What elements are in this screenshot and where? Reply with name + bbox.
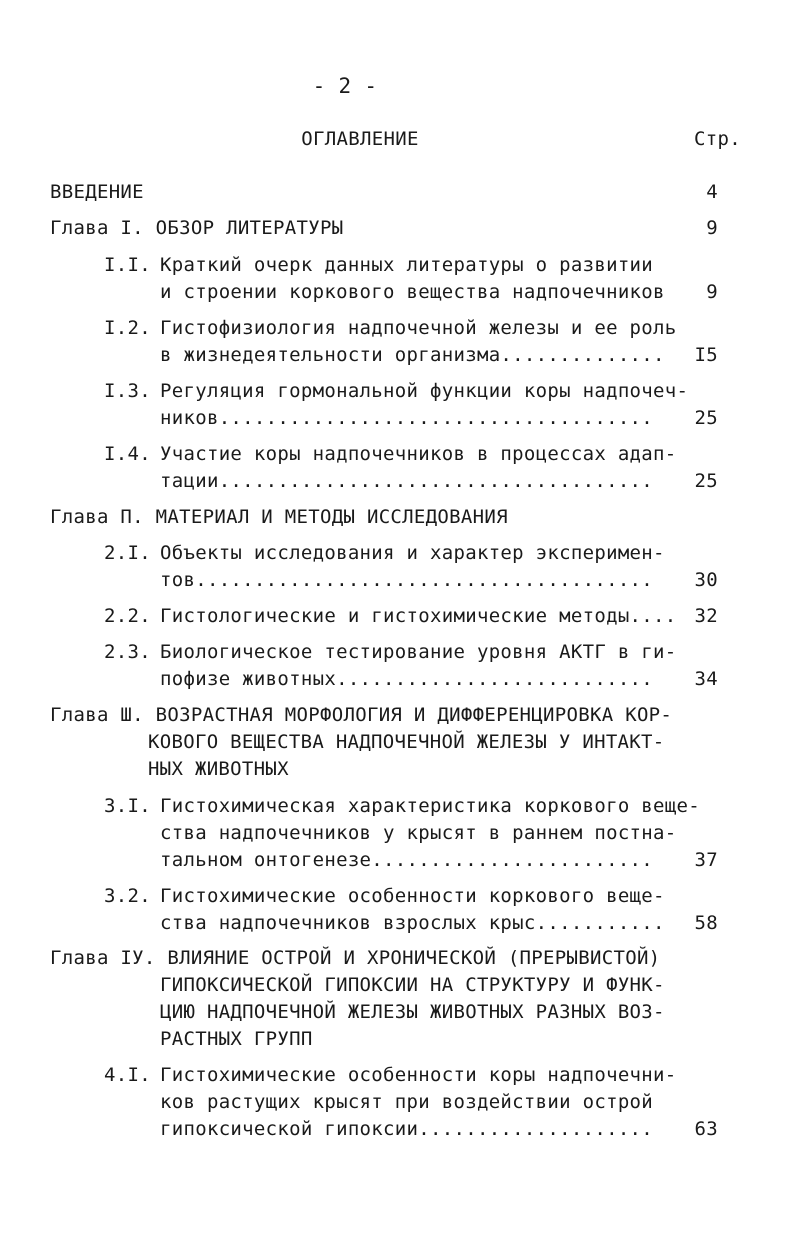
toc-chapter-4-cont: РАСТНЫХ ГРУПП (160, 1028, 313, 1050)
toc-chapter-4-cont: ГИПОКСИЧЕСКОЙ ГИПОКСИИ НА СТРУКТУРУ И ФУНК- (160, 974, 665, 996)
toc-section-line: Биологическое тестирование уровня АКТГ в ги- (160, 641, 677, 663)
toc-chapter-2: Глава П. МАТЕРИАЛ И МЕТОДЫ ИССЛЕДОВАНИЯ (50, 506, 508, 528)
toc-page: 37 (694, 849, 718, 871)
toc-section-line: тов....................................... (160, 569, 654, 591)
toc-section-line: ков растущих крысят при воздействии острой (160, 1091, 654, 1113)
toc-chapter-4: Глава IУ. ВЛИЯНИЕ ОСТРОЙ И ХРОНИЧЕСКОЙ (ПРЕРЫВИСТОЙ) (50, 947, 661, 969)
toc-section-line: тальном онтогенезе........................ (160, 849, 654, 871)
toc-section-number: I.I. (104, 254, 151, 276)
toc-section-line: Гистологические и гистохимические методы.... (160, 605, 677, 627)
toc-section-line: Участие коры надпочечников в процессах адап- (160, 443, 677, 465)
toc-section-line: тации..................................... (160, 470, 654, 492)
toc-section-line: Гистохимические особенности коркового веще- (160, 885, 665, 907)
toc-section-number: I.4. (104, 443, 151, 465)
toc-section-line: пофизе животных........................... (160, 668, 654, 690)
toc-chapter-3-cont: КОВОГО ВЕЩЕСТВА НАДПОЧЕЧНОЙ ЖЕЛЕЗЫ У ИНТАКТ- (148, 731, 665, 753)
toc-section-line: Объекты исследования и характер эксперимен- (160, 542, 665, 564)
toc-page: 9 (706, 281, 718, 303)
toc-page: 58 (694, 912, 718, 934)
toc-section-number: 2.2. (104, 605, 151, 627)
page-number: - 2 - (312, 74, 378, 98)
toc-section-line: Гистофизиология надпочечной железы и ее роль (160, 317, 677, 339)
toc-section-line: и строении коркового вещества надпочечников (160, 281, 665, 303)
toc-page: 32 (694, 605, 718, 627)
toc-section-line: Краткий очерк данных литературы о развитии (160, 254, 654, 276)
toc-page: 30 (694, 569, 718, 591)
page-column-header: Стр. (694, 128, 741, 150)
toc-page: I5 (694, 344, 718, 366)
toc-section-line: Регуляция гормональной функции коры надпочеч- (160, 380, 689, 402)
toc-page-ch1: 9 (706, 217, 718, 239)
toc-chapter-3: Глава Ш. ВОЗРАСТНАЯ МОРФОЛОГИЯ И ДИФФЕРЕНЦИРОВКА КОР- (50, 704, 673, 726)
toc-section-number: 3.2. (104, 885, 151, 907)
toc-section-number: 2.I. (104, 542, 151, 564)
toc-section-line: ников..................................... (160, 407, 654, 429)
toc-section-number: 2.3. (104, 641, 151, 663)
toc-title: ОГЛАВЛЕНИЕ (301, 128, 419, 150)
toc-page: 34 (694, 668, 718, 690)
toc-page: 25 (694, 470, 718, 492)
toc-page-intro: 4 (706, 181, 718, 203)
toc-section-number: 4.I. (104, 1064, 151, 1086)
toc-section-line: Гистохимическая характеристика коркового веще- (160, 795, 700, 817)
toc-entry-intro: ВВЕДЕНИЕ (50, 181, 144, 203)
toc-page: 63 (694, 1118, 718, 1140)
toc-chapter-3-cont: НЫХ ЖИВОТНЫХ (148, 758, 289, 780)
toc-section-line: Гистохимические особенности коры надпочечни- (160, 1064, 677, 1086)
toc-section-line: в жизнедеятельности организма.............. (160, 344, 665, 366)
toc-page: 25 (694, 407, 718, 429)
toc-section-line: ства надпочечников взрослых крыс........... (160, 912, 665, 934)
toc-section-number: I.2. (104, 317, 151, 339)
toc-chapter-4-cont: ЦИЮ НАДПОЧЕЧНОЙ ЖЕЛЕЗЫ ЖИВОТНЫХ РАЗНЫХ ВОЗ- (160, 1001, 665, 1023)
toc-section-number: 3.I. (104, 795, 151, 817)
toc-section-line: ства надпочечников у крысят в раннем постна- (160, 822, 677, 844)
toc-section-line: гипоксической гипоксии.................... (160, 1118, 654, 1140)
toc-section-number: I.3. (104, 380, 151, 402)
toc-chapter-1: Глава I. ОБЗОР ЛИТЕРАТУРЫ (50, 217, 344, 239)
